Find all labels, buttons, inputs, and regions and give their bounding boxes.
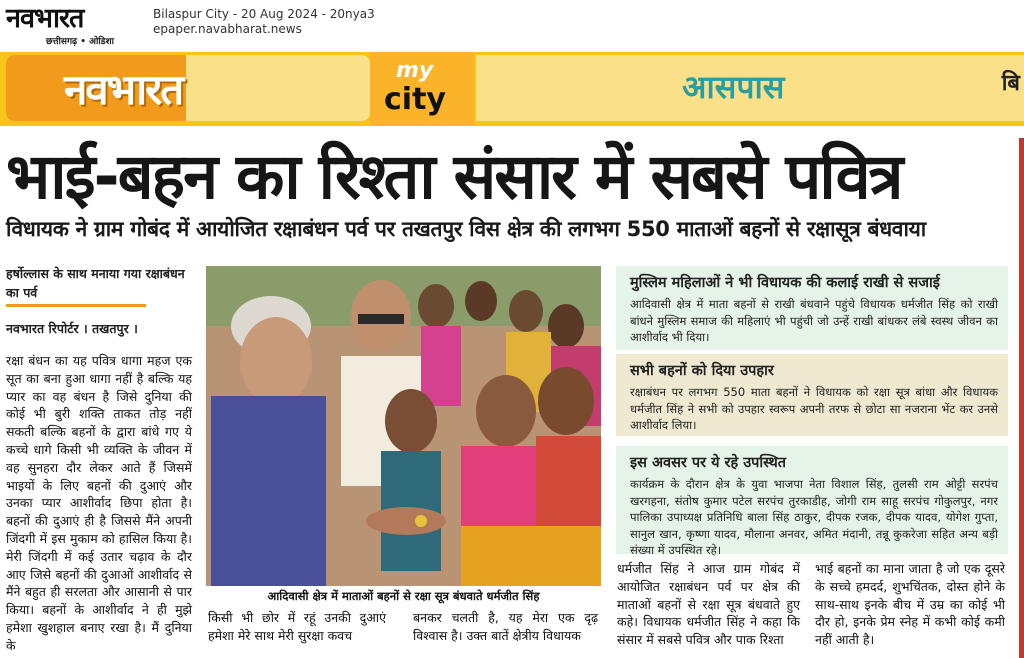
masthead-brand: नवभारत	[64, 65, 183, 114]
photo-caption: आदिवासी क्षेत्र में माताओं बहनों से रक्षा सूत्र बंधवाते धर्मजीत सिंह	[267, 589, 540, 603]
section-right-fragment: बि	[1001, 71, 1020, 96]
sidebar-box-attendees	[616, 446, 1008, 557]
brand-panel	[6, 55, 370, 121]
article-column-1: रक्षा बंधन का यह पवित्र धागा महज एक सूत का बना हुआ धागा नहीं है बल्कि यह प्यार का वह बंधन है जिसे दुनिया की कोई भी बुरी शक्ति ताकत तोड़ नहीं सकती बल्कि बहनों के द्वारा बांधे गए ये कच्चे धागे किसी भी व्यक्ति के जीवन में वह सुनहरा दौर लेकर आते हैं जिसमें भाइयों के लिए बहनों की दुआएं और उनका प्यार आशीर्वाद छिपा होता है। बहनों की दुआएं ही है जिससे मैंने अपनी जिंदगी में इस मुकाम को हासिल किया है। मेरी जिंदगी में कई उतार चढ़ाव के दौर आए जिसे बहनों की दुआओं आशीर्वाद से मैंने बहुत ही सरलता और आसानी से पार किया। बहनों के आशीर्वाद ने ही मुझे हमेशा खुशहाल बनाए रखा है। मैं दुनिया के	[6, 353, 192, 653]
mycity-my: my	[396, 58, 434, 83]
article-headline: भाई-बहन का रिश्ता संसार में सबसे पवित्र	[6, 140, 902, 213]
box-title: मुस्लिम महिलाओं ने भी विधायक की कलाई राखी से सजाई	[630, 275, 940, 291]
box-text: रक्षाबंधन पर लगभग 550 माता बहनों ने विधायक को रक्षा सूत्र बांधा और विधायक धर्मजीत सिंह ने सभी को उपहार स्वरूप अपनी तरफ से छोटा सा नजराना भेंट कर उनसे आशीर्वाद लिया।	[630, 385, 998, 432]
section-banner	[476, 55, 1024, 121]
edition-line: Bilaspur City - 20 Aug 2024 - 20nya3	[153, 7, 375, 21]
box-text: कार्यक्रम के दौरान क्षेत्र के युवा भाजपा नेता विशाल सिंह, तुलसी राम ओट्टी सरपंच खरगहना, संतोष कुमार पटेल सरपंच तुरकाडीह, जोगी राम साहू सरपंच गोकुलपुर, नगर पालिका उपाध्यक्ष प्रतिनिधि बाला सिंह ठाकुर, दीपक रजक, दीपक यादव, योगेश गुप्ता, सानुल खान, कृष्णा यादव, मौलाना अनवर, अमित मंदानी, तन्नू कुकरेजा सहित अन्य बड़ी संख्या में उपस्थित रहे।	[630, 477, 998, 557]
mycity-city: city	[384, 82, 446, 117]
article-photo	[206, 266, 601, 586]
sidebar-box-muslim-women	[616, 266, 1008, 350]
box-title: सभी बहनों को दिया उपहार	[630, 363, 774, 379]
logo-subtitle: छत्तीसगढ़ • ओडिशा	[46, 37, 114, 47]
sidebar-box-gifts	[616, 354, 1008, 436]
box-text: आदिवासी क्षेत्र में माता बहनों से राखी बंधवाने पहुंचे विधायक धर्मजीत सिंह को राखी बांधने मुस्लिम समाज की महिलाएं भी पहुंची जो उन्हें राखी बांधकर लंबे स्वस्थ जीवन का आशीर्वाद भी दिया।	[630, 297, 998, 344]
article-kicker: हर्षोल्लास के साथ मनाया गया रक्षाबंधन का पर्व	[6, 266, 185, 300]
kicker-divider	[6, 304, 146, 307]
article-column-2: किसी भी छोर में रहूं उनकी दुआएं हमेशा मेरे साथ मेरी सुरक्षा कवच	[208, 610, 386, 643]
photo-illustration	[206, 266, 601, 586]
edition-meta	[153, 7, 375, 37]
page-edge-bar	[1019, 138, 1024, 658]
logo-name: नवभारत	[6, 3, 84, 34]
article-column-4: धर्मजीत सिंह ने आज ग्राम गोबंद में आयोजित रक्षाबंधन पर्व पर क्षेत्र की माताओं बहनों से रक्षा सूत्र बंधवाते हुए कहे। विधायक धर्मजीत सिंह ने कहा कि संसार में सबसे पवित्र और पाक रिश्ता	[617, 561, 800, 648]
section-title: आसपास	[682, 68, 785, 106]
article-column-3: बनकर चलती है, यह मेरा एक दृढ़ विश्वास है। उक्त बातें क्षेत्रीय विधायक	[413, 610, 598, 643]
box-title: इस अवसर पर ये रहे उपस्थित	[630, 455, 787, 471]
article-byline: नवभारत रिपोर्टर । तखतपुर ।	[6, 321, 138, 336]
article-deck: विधायक ने ग्राम गोबंद में आयोजित रक्षाबंधन पर्व पर तखतपुर विस क्षेत्र की लगभग 550 माताओं बहनों से रक्षासूत्र बंधवाया	[6, 217, 926, 241]
epaper-url[interactable]: epaper.navabharat.news	[153, 22, 302, 36]
article-column-5: भाई बहनों का माना जाता है जो एक दूसरे के सच्चे हमदर्द, शुभचिंतक, दोस्त होने के साथ-साथ इनके बीच में उम्र का कोई भी दौर हो, इनके प्रेम स्नेह में कभी कोई कमी नहीं आती है।	[815, 561, 1005, 648]
mycity-badge	[370, 52, 474, 126]
site-logo[interactable]	[6, 4, 146, 48]
